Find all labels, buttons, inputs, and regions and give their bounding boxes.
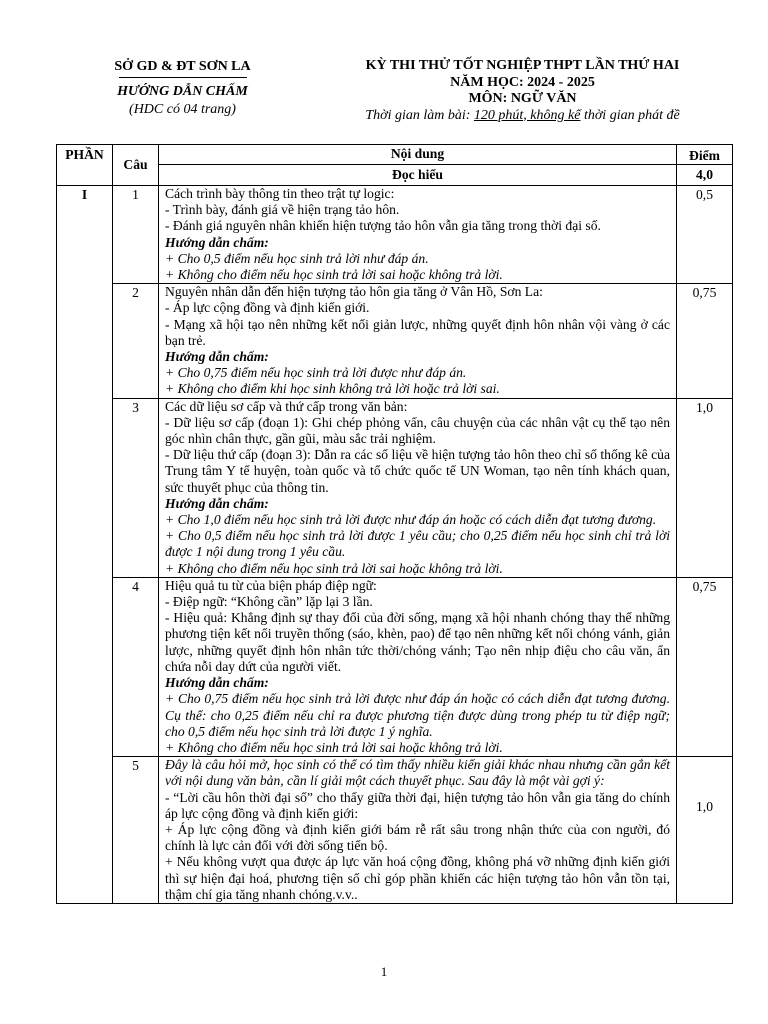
answer-line: - Hiệu quả: Khẳng định sự thay đổi của đời sống, mạng xã hội nhanh chóng thay thế những phương tiện kết nối truyền thống (sáo, khèn, pao) để tạo nên những kết nối chóng vánh, giản lược, những quyết định hôn nhân tức thời/chóng vánh; Tạo nên nhịp điệu cho câu văn, ẩn chứa nỗi day dứt của người viết. xyxy=(165,610,670,674)
answer-line: - Mạng xã hội tạo nên những kết nối giản lược, những quyết định hôn nhân vội vàng ở các bạn trẻ. xyxy=(165,316,670,348)
answer-content xyxy=(159,577,677,756)
answer-content xyxy=(159,186,677,284)
table-row xyxy=(57,284,733,398)
question-rows xyxy=(57,186,733,904)
answer-line: + Nếu không vượt qua được áp lực văn hoá cộng đồng, không phá vỡ những định kiến giới thì sự hiện đại hoá, phương tiện số chỉ góp phần khiến các hiện tượng tảo hôn vẫn tồn tại, thậm chí gia tăng nhanh chóng.v.v.. xyxy=(165,854,670,902)
organization-name: SỞ GD & ĐT SƠN LA xyxy=(114,59,251,74)
header-score: Điểm xyxy=(677,145,733,165)
answer-line: Nguyên nhân dẫn đến hiện tượng tảo hôn gia tăng ở Vân Hồ, Sơn La: xyxy=(165,284,543,300)
grading-guide-line: + Không cho điểm nếu học sinh trả lời sai hoặc không trả lời. xyxy=(165,267,503,283)
grading-guide-line: + Không cho điểm nếu học sinh trả lời sai hoặc không trả lời. xyxy=(165,560,503,576)
exam-time-underlined: 120 phút, không kể xyxy=(473,107,581,123)
section-row xyxy=(57,165,733,186)
grading-guide-line: + Cho 1,0 điểm nếu học sinh trả lời được như đáp án hoặc có cách diễn đạt tương đương. xyxy=(165,512,657,528)
exam-time-prefix: Thời gian làm bài: xyxy=(365,107,474,123)
header-question: Câu xyxy=(113,145,159,186)
exam-title: KỲ THI THỬ TỐT NGHIỆP THPT LẦN THỨ HAI xyxy=(365,58,680,73)
answer-line: Cách trình bày thông tin theo trật tự logic: xyxy=(165,186,395,201)
grading-guide-label: Hướng dẫn chấm: xyxy=(165,349,269,365)
answer-content xyxy=(159,757,677,904)
subject: MÔN: NGỮ VĂN xyxy=(468,91,577,106)
answer-line: Hiệu quả tu từ của biện pháp điệp ngữ: xyxy=(165,577,377,593)
score-cell: 1,0 xyxy=(677,398,733,577)
answer-content xyxy=(159,284,677,398)
header-content: Nội dung xyxy=(159,145,677,165)
section-score: 4,0 xyxy=(677,165,733,186)
grading-guide-line: + Cho 0,75 điểm nếu học sinh trả lời được như đáp án hoặc có cách diễn đạt tương đương. Cụ thể: cho 0,25 điểm nếu chỉ ra được phương tiện được dùng trong phép tu từ điệp ngữ; cho 0,5 điểm nếu học sinh trả lời được 1 ý nghĩa. xyxy=(165,691,670,739)
table-header-row xyxy=(57,145,733,165)
answer-line: - Điệp ngữ: “Không cần” lặp lại 3 lần. xyxy=(165,594,373,610)
grading-guide-label: Hướng dẫn chấm: xyxy=(165,675,269,691)
guide-title: HƯỚNG DẪN CHẤM xyxy=(117,84,248,99)
page-number: 1 xyxy=(380,964,388,979)
school-year: NĂM HỌC: 2024 - 2025 xyxy=(450,74,595,90)
answer-line: - Dữ liệu thứ cấp (đoạn 3): Dẫn ra các số liệu về hiện tượng tảo hôn theo chỉ số thống kê của Trung tâm Y tế huyện, toàn quốc và tổ chức quốc tế UN Woman, tạo nên tính khách quan, sức thuyết phục của thông tin. xyxy=(165,447,670,495)
answer-line: - “Lời cầu hôn thời đại số” cho thấy giữa thời đại, hiện tượng tảo hôn vẫn gia tăng do chính áp lực cộng đồng và định kiến giới: xyxy=(165,789,670,821)
grading-guide-line: + Cho 0,5 điểm nếu học sinh trả lời như đáp án. xyxy=(165,250,429,266)
grading-guide-line: + Không cho điểm khi học sinh không trả lời hoặc trả lời sai. xyxy=(165,381,500,397)
guide-page-note: (HDC có 04 trang) xyxy=(129,102,236,117)
question-number: 2 xyxy=(113,284,159,398)
part-cell: I xyxy=(57,186,113,904)
table-row xyxy=(57,577,733,756)
grading-guide-line: + Cho 0,5 điểm nếu học sinh trả lời được 1 yêu cầu; cho 0,25 điểm nếu học sinh chỉ trả lời được 1 nội dung trong 1 yêu cầu. xyxy=(165,528,670,560)
answer-line: + Áp lực cộng đồng và định kiến giới bám rễ rất sâu trong nhận thức của con người, đó chính là lực cản đối với đời sống tiến bộ. xyxy=(165,821,670,854)
answer-line: - Dữ liệu sơ cấp (đoạn 1): Ghi chép phỏng vấn, câu chuyện của các nhân vật cụ thể tạo nên góc nhìn chân thực, gần gũi, màu sắc trải nghiệm. xyxy=(165,414,670,447)
score-cell: 0,75 xyxy=(677,577,733,756)
answer-intro: Đây là câu hỏi mở, học sinh có thể có tìm thấy nhiều kiến giải khác nhau nhưng cần gắn kết với nội dung văn bản, cần lí giải một cách thuyết phục. Sau đây là một vài gợi ý: xyxy=(165,757,670,789)
grading-guide-line: + Không cho điểm nếu học sinh trả lời sai hoặc không trả lời. xyxy=(165,739,503,755)
question-number: 5 xyxy=(113,757,159,904)
answer-line: - Áp lực cộng đồng và định kiến giới. xyxy=(165,300,370,316)
answer-line: Các dữ liệu sơ cấp và thứ cấp trong văn bản: xyxy=(165,398,408,414)
question-number: 1 xyxy=(113,186,159,284)
header-right xyxy=(325,58,720,124)
question-number: 3 xyxy=(113,398,159,577)
table-row xyxy=(57,398,733,577)
grading-guide-line: + Cho 0,75 điểm nếu học sinh trả lời được như đáp án. xyxy=(165,365,467,381)
header-part: PHẦN xyxy=(57,145,113,186)
grading-guide-label: Hướng dẫn chấm: xyxy=(165,234,269,250)
question-number: 4 xyxy=(113,577,159,756)
header-divider xyxy=(119,77,247,78)
header-left xyxy=(70,58,295,119)
table-row xyxy=(57,186,733,284)
score-cell: 1,0 xyxy=(677,757,733,904)
score-cell: 0,5 xyxy=(677,186,733,284)
grading-table xyxy=(56,144,733,904)
answer-line: - Đánh giá nguyên nhân khiến hiện tượng tảo hôn vẫn gia tăng trong thời đại số. xyxy=(165,218,601,234)
answer-line: - Trình bày, đánh giá về hiện trạng tảo hôn. xyxy=(165,202,400,218)
answer-content xyxy=(159,398,677,577)
exam-time-suffix: thời gian phát đề xyxy=(580,107,680,123)
exam-time xyxy=(325,108,720,125)
grading-guide-label: Hướng dẫn chấm: xyxy=(165,495,269,511)
section-title: Đọc hiểu xyxy=(159,165,677,186)
table-row xyxy=(57,757,733,904)
score-cell: 0,75 xyxy=(677,284,733,398)
